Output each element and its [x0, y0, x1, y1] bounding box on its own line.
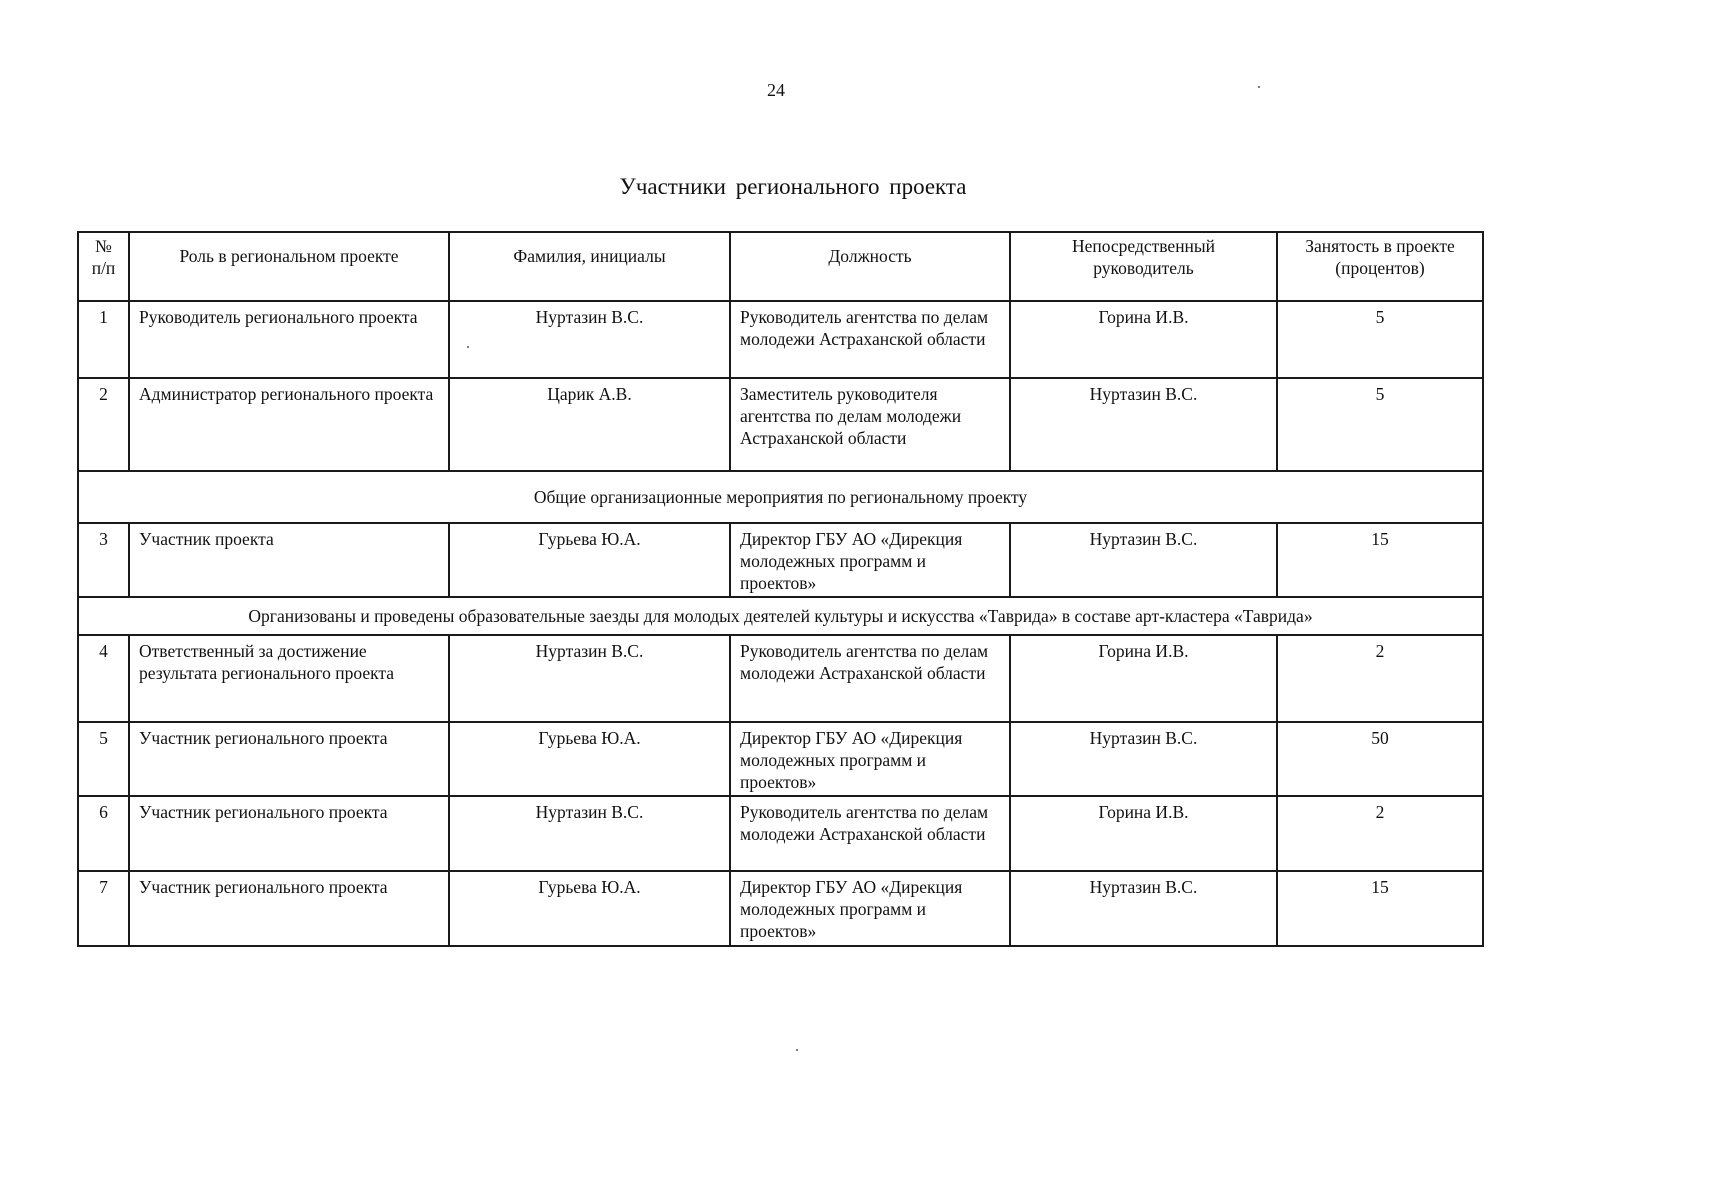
position-cell: Руководитель агентства по делам молодежи Астраханской области [730, 635, 1010, 722]
scan-speck [467, 346, 469, 348]
supervisor-cell: Горина И.В. [1010, 301, 1277, 378]
supervisor-cell: Нуртазин В.С. [1010, 871, 1277, 946]
table-body [78, 301, 1483, 946]
participants-table [77, 231, 1484, 947]
table-row [78, 871, 1483, 946]
header-name: Фамилия, инициалы [449, 232, 730, 301]
supervisor-cell: Горина И.В. [1010, 635, 1277, 722]
document-title: Участники регионального проекта [619, 174, 967, 199]
section-title: Организованы и проведены образовательные заезды для молодых деятелей культуры и искусства «Таврида» в составе арт-кластера «Таврида» [78, 597, 1483, 635]
role-cell: Участник регионального проекта [129, 871, 449, 946]
load-cell: 15 [1277, 871, 1483, 946]
position-cell: Директор ГБУ АО «Дирекция молодежных программ и проектов» [730, 722, 1010, 796]
row-number: 2 [78, 378, 129, 471]
row-number: 7 [78, 871, 129, 946]
row-number: 6 [78, 796, 129, 871]
page-number: 24 [767, 80, 785, 100]
row-number: 3 [78, 523, 129, 597]
header-supervisor: Непосредственный руководитель [1010, 232, 1277, 301]
supervisor-cell: Нуртазин В.С. [1010, 378, 1277, 471]
load-cell: 5 [1277, 301, 1483, 378]
name-cell: Царик А.В. [449, 378, 730, 471]
table-row [78, 796, 1483, 871]
load-cell: 5 [1277, 378, 1483, 471]
name-cell: Нуртазин В.С. [449, 796, 730, 871]
position-cell: Руководитель агентства по делам молодежи Астраханской области [730, 796, 1010, 871]
load-cell: 2 [1277, 796, 1483, 871]
row-number: 5 [78, 722, 129, 796]
load-cell: 2 [1277, 635, 1483, 722]
table-row [78, 378, 1483, 471]
position-cell: Руководитель агентства по делам молодежи Астраханской области [730, 301, 1010, 378]
table-header-row [78, 232, 1483, 301]
header-number: № п/п [78, 232, 129, 301]
row-number: 1 [78, 301, 129, 378]
table-row [78, 722, 1483, 796]
scan-speck [796, 1049, 798, 1051]
table-row [78, 301, 1483, 378]
role-cell: Участник проекта [129, 523, 449, 597]
section-row [78, 471, 1483, 523]
position-cell: Директор ГБУ АО «Дирекция молодежных программ и проектов» [730, 871, 1010, 946]
name-cell: Гурьева Ю.А. [449, 871, 730, 946]
role-cell: Администратор регионального проекта [129, 378, 449, 471]
role-cell: Руководитель регионального проекта [129, 301, 449, 378]
header-load: Занятость в проекте (процентов) [1277, 232, 1483, 301]
supervisor-cell: Нуртазин В.С. [1010, 722, 1277, 796]
header-position: Должность [730, 232, 1010, 301]
position-cell: Заместитель руководителя агентства по делам молодежи Астраханской области [730, 378, 1010, 471]
table-row [78, 523, 1483, 597]
supervisor-cell: Нуртазин В.С. [1010, 523, 1277, 597]
header-role: Роль в региональном проекте [129, 232, 449, 301]
position-cell: Директор ГБУ АО «Дирекция молодежных программ и проектов» [730, 523, 1010, 597]
section-row [78, 597, 1483, 635]
load-cell: 15 [1277, 523, 1483, 597]
section-title: Общие организационные мероприятия по региональному проекту [78, 471, 1483, 523]
role-cell: Участник регионального проекта [129, 722, 449, 796]
supervisor-cell: Горина И.В. [1010, 796, 1277, 871]
row-number: 4 [78, 635, 129, 722]
name-cell: Гурьева Ю.А. [449, 722, 730, 796]
name-cell: Нуртазин В.С. [449, 301, 730, 378]
role-cell: Ответственный за достижение результата регионального проекта [129, 635, 449, 722]
load-cell: 50 [1277, 722, 1483, 796]
table-row [78, 635, 1483, 722]
name-cell: Гурьева Ю.А. [449, 523, 730, 597]
name-cell: Нуртазин В.С. [449, 635, 730, 722]
role-cell: Участник регионального проекта [129, 796, 449, 871]
scan-speck [1258, 86, 1260, 88]
